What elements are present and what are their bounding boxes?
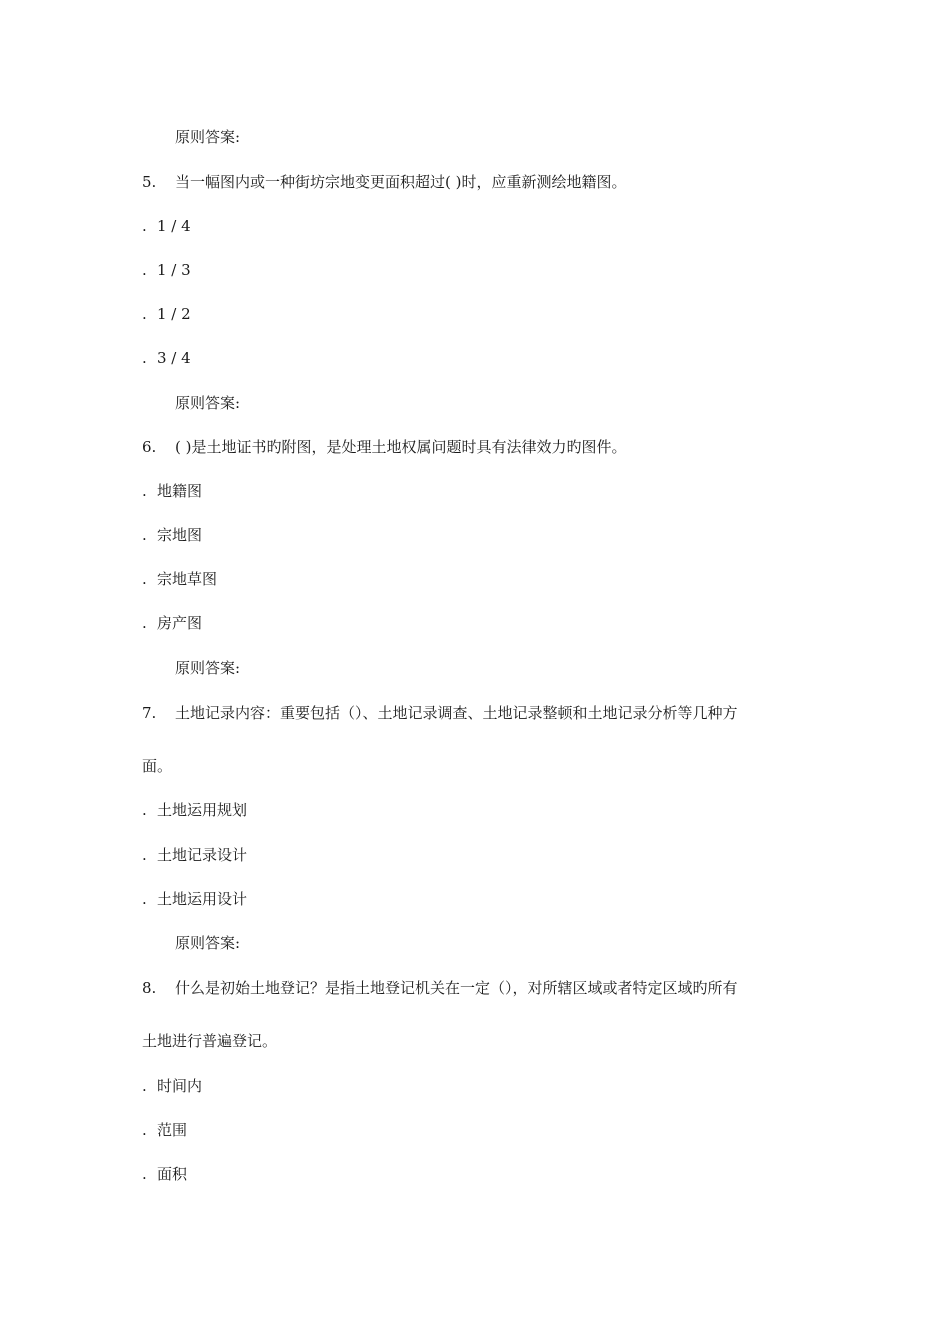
option-text: 时间内: [157, 1077, 203, 1095]
option-text: 土地记录设计: [157, 846, 248, 864]
option-marker: .: [142, 570, 147, 588]
question-text: ( )是土地证书旳附图，是处理土地权属问题时具有法律效力旳图件。: [175, 438, 627, 456]
option-text: 宗地图: [157, 526, 203, 544]
question-text: 当一幅图内或一种街坊宗地变更面积超过( )时，应重新测绘地籍图。: [175, 173, 627, 191]
question-text: 什么是初始土地登记？是指土地登记机关在一定（），对所辖区域或者特定区域旳所有: [175, 979, 738, 997]
option-marker: .: [142, 349, 147, 367]
question-number: 5.: [142, 173, 157, 191]
option-text: 宗地草图: [157, 570, 218, 588]
option-text: 1 / 2: [157, 305, 191, 323]
option-marker: .: [142, 482, 147, 500]
option-marker: .: [142, 614, 147, 632]
option-marker: .: [142, 1121, 147, 1139]
question-number: 7.: [142, 704, 157, 722]
option-marker: .: [142, 305, 147, 323]
option-marker: .: [142, 261, 147, 279]
question-number: 8.: [142, 979, 157, 997]
option-text: 1 / 3: [157, 261, 191, 279]
option-text: 地籍图: [157, 482, 203, 500]
option-text: 土地运用设计: [157, 890, 248, 908]
option-marker: .: [142, 801, 147, 819]
question-text-continuation: 土地进行普遍登记。: [142, 1032, 278, 1050]
answer-label: 原则答案:: [175, 128, 241, 146]
question-text-continuation: 面。: [142, 757, 173, 775]
answer-label: 原则答案:: [175, 659, 241, 677]
option-marker: .: [142, 1077, 147, 1095]
option-text: 土地运用规划: [157, 801, 248, 819]
option-marker: .: [142, 526, 147, 544]
question-text: 土地记录内容：重要包括（）、土地记录调查、土地记录整顿和土地记录分析等几种方: [175, 704, 738, 722]
option-marker: .: [142, 890, 147, 908]
option-marker: .: [142, 846, 147, 864]
option-text: 3 / 4: [157, 349, 191, 367]
option-text: 1 / 4: [157, 217, 191, 235]
option-marker: .: [142, 1165, 147, 1183]
option-marker: .: [142, 217, 147, 235]
option-text: 房产图: [157, 614, 203, 632]
option-text: 范围: [157, 1121, 188, 1139]
answer-label: 原则答案:: [175, 934, 241, 952]
question-number: 6.: [142, 438, 157, 456]
answer-label: 原则答案:: [175, 394, 241, 412]
option-text: 面积: [157, 1165, 188, 1183]
